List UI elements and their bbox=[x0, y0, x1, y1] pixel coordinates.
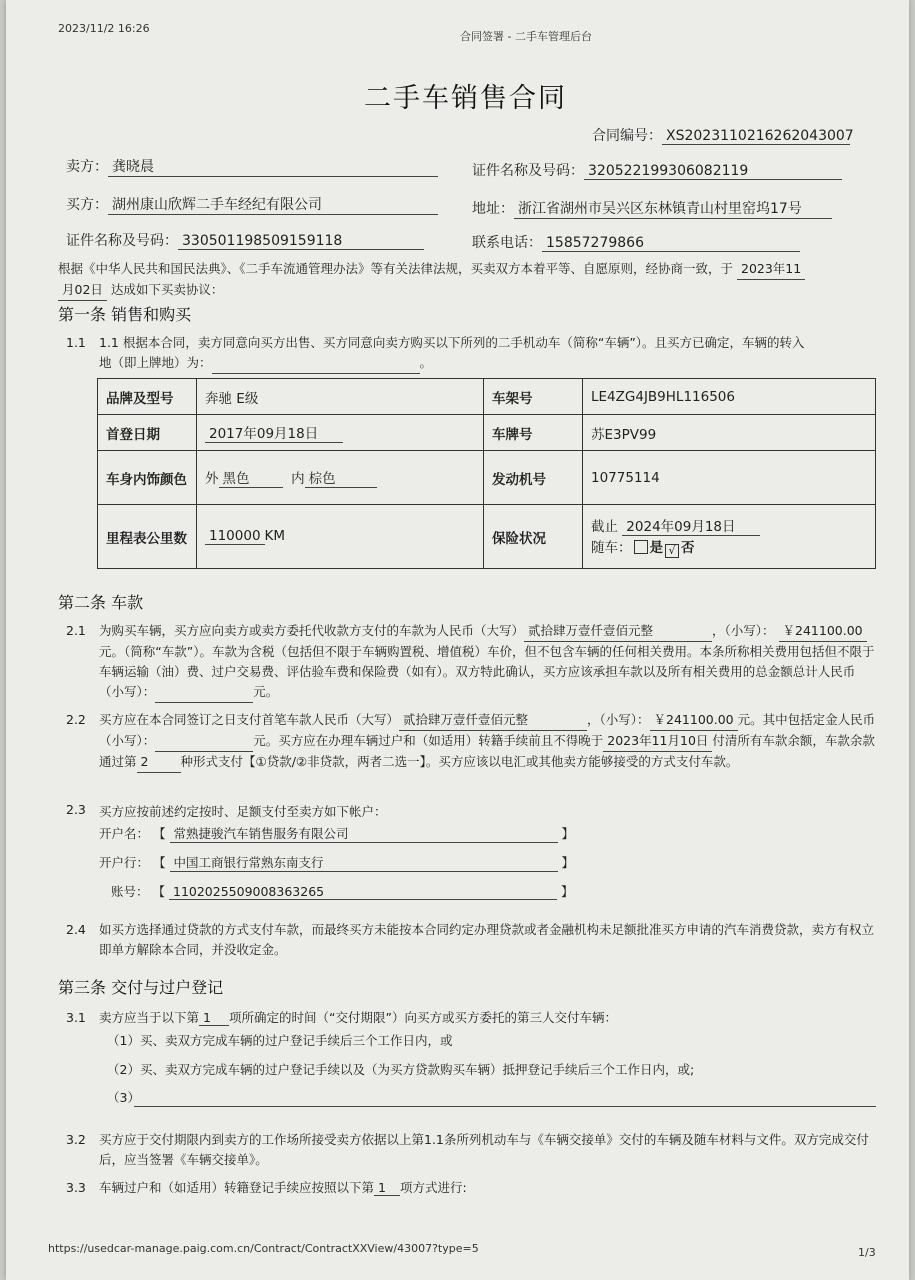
buyer-addr-label: 地址： bbox=[472, 201, 514, 217]
insurance-yes-checkbox[interactable] bbox=[634, 540, 648, 554]
clause-3-3-num: 3.3 bbox=[66, 1180, 86, 1195]
engine-label: 发动机号 bbox=[484, 451, 583, 505]
clause-2-1: 为购买车辆，买方应向卖方或卖方委托代收款方支付的车款为人民币（大写） 贰拾肆万壹仟壹佰元整 ，（小写）： ￥241100.00元。（简称“车款”）。车款为含税（包括但不限于车辆购置税、增值税）车价，但不包含车辆的任何相关费用。本条所称相关费用包括但不限于车辆运输（油）费、过户交易费、评估验车费和保险费（如有）。双方特此确认，买方应该承担车款以及所有相关费用的总金额总计人民币（小写）： 元。 bbox=[99, 621, 879, 703]
clause-3-3: 车辆过户和（如适用）转籍登记手续应按照以下第 1 项方式进行: bbox=[99, 1180, 467, 1195]
buyer-row bbox=[66, 194, 438, 215]
print-url: https://usedcar-manage.paig.com.cn/Contract/ContractXXView/43007?type=5 bbox=[48, 1242, 479, 1255]
insurance-label: 保险状况 bbox=[484, 505, 583, 569]
first-reg-label: 首登日期 bbox=[98, 415, 197, 451]
clause-2-3-num: 2.3 bbox=[66, 802, 86, 817]
buyer-name: 湖州康山欣辉二手车经纪有限公司 bbox=[108, 194, 438, 215]
brand-label: 品牌及型号 bbox=[98, 379, 197, 415]
buyer-id-row bbox=[66, 230, 424, 250]
clause-2-4: 如买方选择通过贷款的方式支付车款，而最终买方未能按本合同约定办理贷款或者金融机构未足额批准买方申请的汽车消费贷款，卖方有权立即单方解除本合同，并没收定金。 bbox=[99, 922, 875, 957]
account-no: 1102025509008363265 bbox=[169, 884, 557, 900]
clause-2-2: 买方应在本合同签订之日支付首笔车款人民币（大写） 贰拾肆万壹仟壹佰元整 ，（小写）： ￥241100.00 元。其中包括定金人民币（小写）： 元。买方应在办理车辆过户和（如适用）转籍手续前且不得晚于 2023年11月10日 付清所有车款余额，车款余款通过第 2 种形式支付【①贷款/②非贷款，两者二选一】。买方应该以电汇或其他卖方能够接受的方式支付车款。 bbox=[99, 710, 879, 773]
clause-3-1-option-1: （1）买、卖双方完成车辆的过户登记手续后三个工作日内，或 bbox=[107, 1033, 453, 1048]
insurance-no-checkbox[interactable]: √ bbox=[665, 544, 679, 558]
contract-page bbox=[6, 0, 909, 1280]
first-reg-value: 2017年09月18日 bbox=[205, 422, 343, 443]
buyer-id: 330501198509159118 bbox=[178, 233, 424, 250]
buyer-id-label: 证件名称及号码： bbox=[66, 233, 178, 249]
buyer-phone-label: 联系电话： bbox=[472, 235, 542, 251]
seller-id: 320522199306082119 bbox=[584, 163, 842, 180]
clause-2-2-num: 2.2 bbox=[66, 712, 86, 727]
plate-value: 苏E3PV99 bbox=[583, 415, 876, 451]
insurance-until: 2024年09月18日 bbox=[622, 515, 760, 536]
color-cell: 外 黑色 内 棕色 bbox=[197, 451, 484, 505]
insurance-cell: 截止 2024年09月18日 随车： 是 √ 否 bbox=[583, 505, 876, 569]
seller-name: 龚晓晨 bbox=[108, 156, 438, 177]
clause-1-1-num: 1.1 bbox=[66, 335, 86, 350]
section-1-title: 第一条 销售和购买 bbox=[58, 305, 192, 324]
clause-3-2-num: 3.2 bbox=[66, 1132, 86, 1147]
mileage-label: 里程表公里数 bbox=[98, 505, 197, 569]
preamble: 根据《中华人民共和国民法典》、《二手车流通管理办法》等有关法律法规，买卖双方本着平等、自愿原则，经协商一致，于 2023年11 月02日 达成如下买卖协议： bbox=[58, 259, 878, 301]
vin-value: LE4ZG4JB9HL116506 bbox=[583, 379, 876, 415]
clause-3-1-option-2: （2）买、卖双方完成车辆的过户登记手续以及（为买方贷款购买车辆）抵押登记手续后三个工作日内，或; bbox=[107, 1062, 695, 1077]
clause-2-3: 买方应按前述约定按时、足额支付至卖方如下帐户： bbox=[99, 804, 387, 819]
seller-label: 卖方： bbox=[66, 159, 108, 175]
plate-label: 车牌号 bbox=[484, 415, 583, 451]
color-label: 车身内饰颜色 bbox=[98, 451, 197, 505]
vehicle-info-table bbox=[97, 378, 876, 569]
mileage-cell: 110000 KM bbox=[197, 505, 484, 569]
clause-3-1-num: 3.1 bbox=[66, 1010, 86, 1025]
account-name: 常熟捷骏汽车销售服务有限公司 bbox=[170, 824, 558, 843]
clause-2-1-num: 2.1 bbox=[66, 623, 86, 638]
print-page-title: 合同签署 - 二手车管理后台 bbox=[460, 30, 592, 43]
first-reg-cell bbox=[197, 415, 484, 451]
clause-3-1: 卖方应当于以下第 1 项所确定的时间（“交付期限”）向买方或买方委托的第三人交付车辆： bbox=[99, 1010, 617, 1025]
mileage-value: 110000 bbox=[205, 528, 265, 545]
ext-color: 黑色 bbox=[219, 467, 283, 488]
clause-2-4-num: 2.4 bbox=[66, 922, 86, 937]
page-number: 1/3 bbox=[858, 1246, 876, 1259]
contract-no: XS2023110216262043007 bbox=[662, 128, 850, 145]
buyer-address: 浙江省湖州市吴兴区东林镇青山村里窑坞17号 bbox=[514, 198, 832, 219]
account-name-row: 开户名： 【 常熟捷骏汽车销售服务有限公司 】 bbox=[99, 826, 574, 841]
clause-3-2: 买方应于交付期限内到卖方的工作场所接受卖方依据以上第1.1条所列机动车与《车辆交接单》交付的车辆及随车材料与文件。双方完成交付后，应当签署《车辆交接单》。 bbox=[99, 1132, 869, 1167]
seller-id-label: 证件名称及号码： bbox=[472, 163, 584, 179]
buyer-addr-row bbox=[472, 198, 832, 219]
print-datetime: 2023/11/2 16:26 bbox=[58, 22, 150, 35]
account-bank: 中国工商银行常熟东南支行 bbox=[170, 853, 558, 872]
brand-value: 奔驰 E级 bbox=[197, 379, 484, 415]
int-color: 棕色 bbox=[305, 467, 377, 488]
seller-id-row bbox=[472, 160, 842, 180]
account-no-row: 账号： 【 1102025509008363265 】 bbox=[111, 884, 574, 899]
section-2-title: 第二条 车款 bbox=[58, 593, 144, 612]
contract-no-label: 合同编号： bbox=[592, 128, 662, 144]
seller-row bbox=[66, 156, 438, 177]
vin-label: 车架号 bbox=[484, 379, 583, 415]
contract-title: 二手车销售合同 bbox=[364, 83, 567, 114]
buyer-label: 买方： bbox=[66, 197, 108, 213]
engine-value: 10775114 bbox=[583, 451, 876, 505]
buyer-phone-row bbox=[472, 232, 800, 252]
contract-no-row bbox=[592, 125, 854, 145]
account-bank-row: 开户行： 【 中国工商银行常熟东南支行 】 bbox=[99, 855, 574, 870]
clause-3-1-option-3-blank bbox=[134, 1106, 876, 1107]
section-3-title: 第三条 交付与过户登记 bbox=[58, 978, 224, 997]
clause-1-1: 1.1 根据本合同，卖方同意向买方出售、买方同意向卖方购买以下所列的二手机动车（简称“车辆”）。且买方已确定，车辆的转入 地（即上牌地）为： 。 bbox=[99, 333, 879, 374]
buyer-phone: 15857279866 bbox=[542, 235, 800, 252]
clause-3-1-option-3: （3） bbox=[107, 1090, 140, 1105]
